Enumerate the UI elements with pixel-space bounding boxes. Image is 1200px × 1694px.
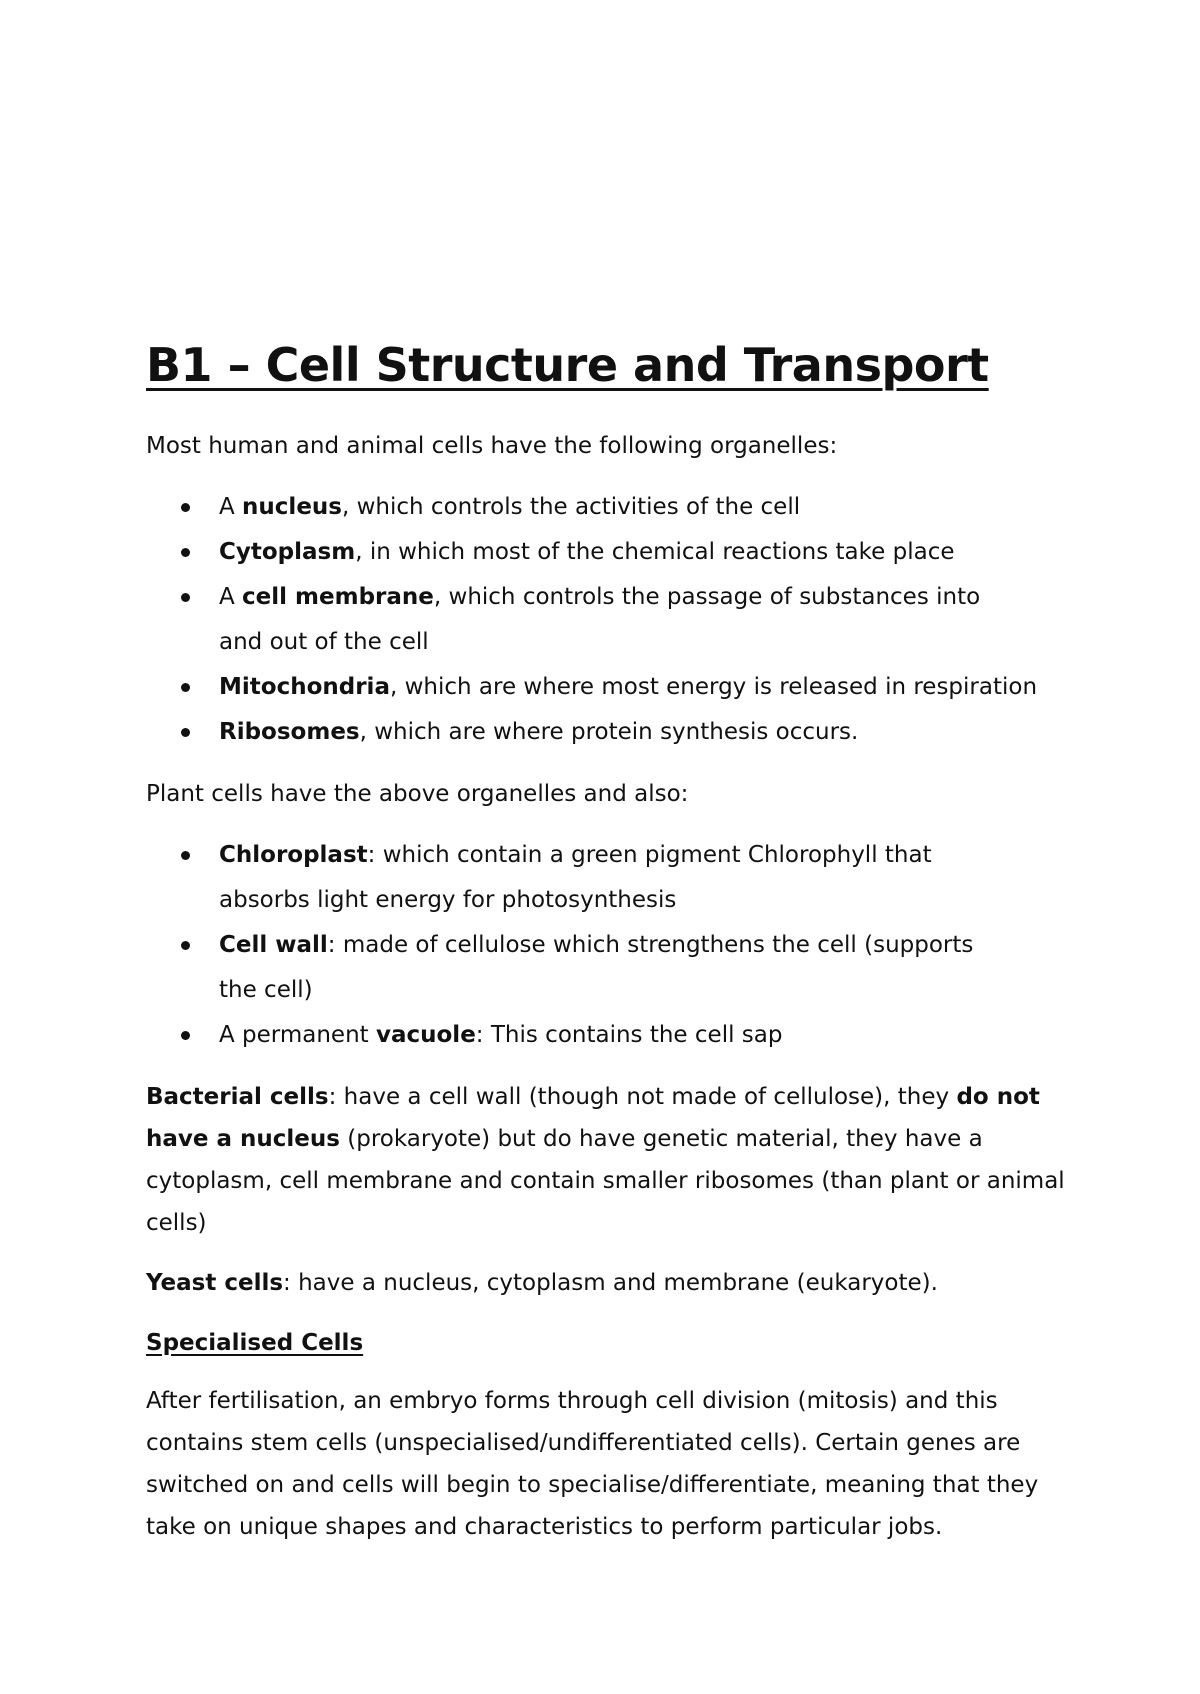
plant-organelle-list [146,833,1066,1058]
animal-intro: Most human and animal cells have the following organelles: [146,433,838,459]
document-page [146,335,1066,1548]
list-item: A cell membrane, which controls the passage of substances into and out of the cell [219,575,1066,665]
animal-organelle-list [146,485,1066,755]
list-item: Cytoplasm, in which most of the chemical reactions take place [219,530,1066,575]
list-item: A permanent vacuole: This contains the cell sap [219,1013,1066,1058]
bacterial-cells-paragraph: Bacterial cells: have a cell wall (though not made of cellulose), they do not have a nucleus (prokaryote) but do have genetic material, they have a cytoplasm, cell membrane and contain smaller ribosomes (than plant or animal cells) [146,1084,1065,1236]
bullet-icon [181,1031,190,1040]
page-title: B1 – Cell Structure and Transport [146,338,989,392]
plant-intro: Plant cells have the above organelles and also: [146,781,689,807]
bullet-icon [181,851,190,860]
bullet-icon [181,728,190,737]
bullet-icon [181,941,190,950]
list-item: Chloroplast: which contain a green pigment Chlorophyll that absorbs light energy for photosynthesis [219,833,1066,923]
list-item: Mitochondria, which are where most energy is released in respiration [219,665,1066,710]
yeast-cells-paragraph: Yeast cells: have a nucleus, cytoplasm and membrane (eukaryote). [146,1270,938,1296]
specialised-cells-paragraph: After fertilisation, an embryo forms through cell division (mitosis) and this contains stem cells (unspecialised/undifferentiated cells). Certain genes are switched on and cells will begin to specialise/differentiate, meaning that they take on unique shapes and characteristics to perform particular jobs. [146,1388,1039,1540]
bullet-icon [181,548,190,557]
bullet-icon [181,503,190,512]
bacterial-cells-label: Bacterial cells [146,1084,329,1110]
bullet-icon [181,593,190,602]
yeast-cells-label: Yeast cells [146,1270,284,1296]
specialised-cells-heading: Specialised Cells [146,1330,364,1356]
list-item: Cell wall: made of cellulose which strengthens the cell (supports the cell) [219,923,1066,1013]
list-item: Ribosomes, which are where protein synthesis occurs. [219,710,1066,755]
list-item: A nucleus, which controls the activities of the cell [219,485,1066,530]
bullet-icon [181,683,190,692]
